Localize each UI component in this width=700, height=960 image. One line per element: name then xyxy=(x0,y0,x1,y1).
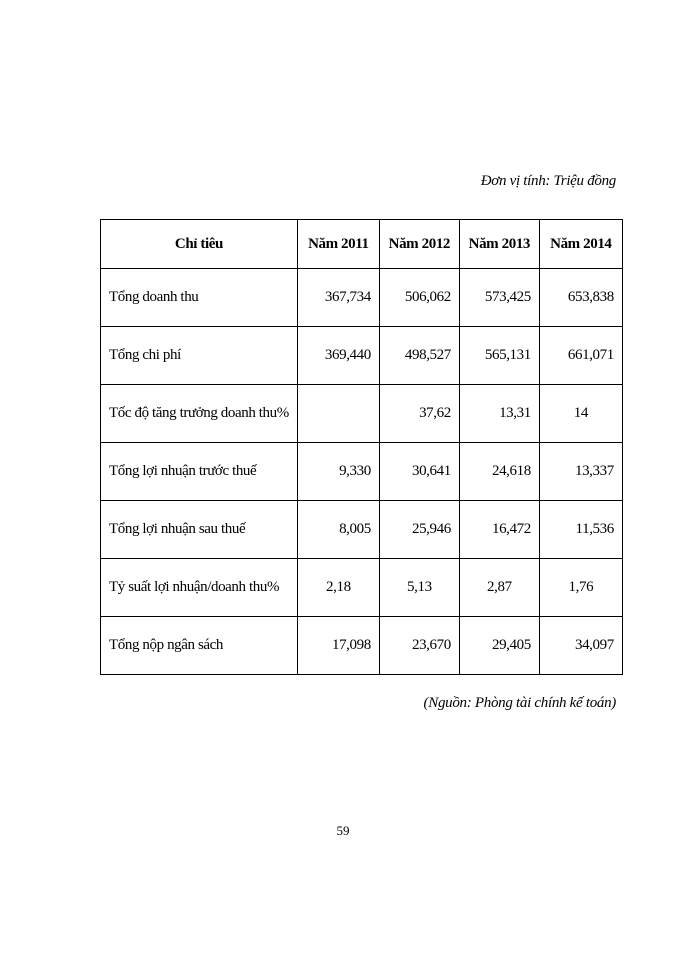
cell-value: 653,838 xyxy=(539,269,622,327)
cell-value xyxy=(297,385,379,443)
header-year-2014: Năm 2014 xyxy=(539,220,622,269)
table-row xyxy=(101,327,623,385)
table-row xyxy=(101,501,623,559)
row-label: Tổng lợi nhuận sau thuế xyxy=(101,501,298,559)
row-label: Tỷ suất lợi nhuận/doanh thu% xyxy=(101,559,298,617)
table-row xyxy=(101,269,623,327)
header-year-2013: Năm 2013 xyxy=(459,220,539,269)
source-note: (Nguồn: Phòng tài chính kế toán) xyxy=(423,695,616,711)
cell-value: 23,670 xyxy=(379,617,459,675)
cell-value: 14 xyxy=(539,385,622,443)
cell-value: 565,131 xyxy=(459,327,539,385)
cell-value: 1,76 xyxy=(539,559,622,617)
cell-value: 2,87 xyxy=(459,559,539,617)
cell-value: 25,946 xyxy=(379,501,459,559)
row-label: Tổng chi phí xyxy=(101,327,298,385)
table-row xyxy=(101,559,623,617)
cell-value: 17,098 xyxy=(297,617,379,675)
page-number: 59 xyxy=(336,823,350,838)
cell-value: 24,618 xyxy=(459,443,539,501)
cell-value: 573,425 xyxy=(459,269,539,327)
cell-value: 5,13 xyxy=(379,559,459,617)
cell-value: 29,405 xyxy=(459,617,539,675)
cell-value: 30,641 xyxy=(379,443,459,501)
table-row xyxy=(101,617,623,675)
financial-table xyxy=(100,219,623,675)
cell-value: 2,18 xyxy=(297,559,379,617)
row-label: Tổng nộp ngân sách xyxy=(101,617,298,675)
table-row xyxy=(101,443,623,501)
table-header-row xyxy=(101,220,623,269)
cell-value: 367,734 xyxy=(297,269,379,327)
cell-value: 13,337 xyxy=(539,443,622,501)
header-year-2011: Năm 2011 xyxy=(297,220,379,269)
cell-value: 34,097 xyxy=(539,617,622,675)
cell-value: 8,005 xyxy=(297,501,379,559)
row-label: Tổng doanh thu xyxy=(101,269,298,327)
cell-value: 11,536 xyxy=(539,501,622,559)
row-label: Tổng lợi nhuận trước thuế xyxy=(101,443,298,501)
cell-value: 661,071 xyxy=(539,327,622,385)
header-year-2012: Năm 2012 xyxy=(379,220,459,269)
cell-value: 9,330 xyxy=(297,443,379,501)
cell-value: 498,527 xyxy=(379,327,459,385)
cell-value: 16,472 xyxy=(459,501,539,559)
header-chi-tieu: Chỉ tiêu xyxy=(101,220,298,269)
unit-note: Đơn vị tính: Triệu đồng xyxy=(480,173,616,189)
cell-value: 369,440 xyxy=(297,327,379,385)
cell-value: 13,31 xyxy=(459,385,539,443)
row-label: Tốc độ tăng trưởng doanh thu% xyxy=(101,385,298,443)
table-row xyxy=(101,385,623,443)
cell-value: 506,062 xyxy=(379,269,459,327)
cell-value: 37,62 xyxy=(379,385,459,443)
